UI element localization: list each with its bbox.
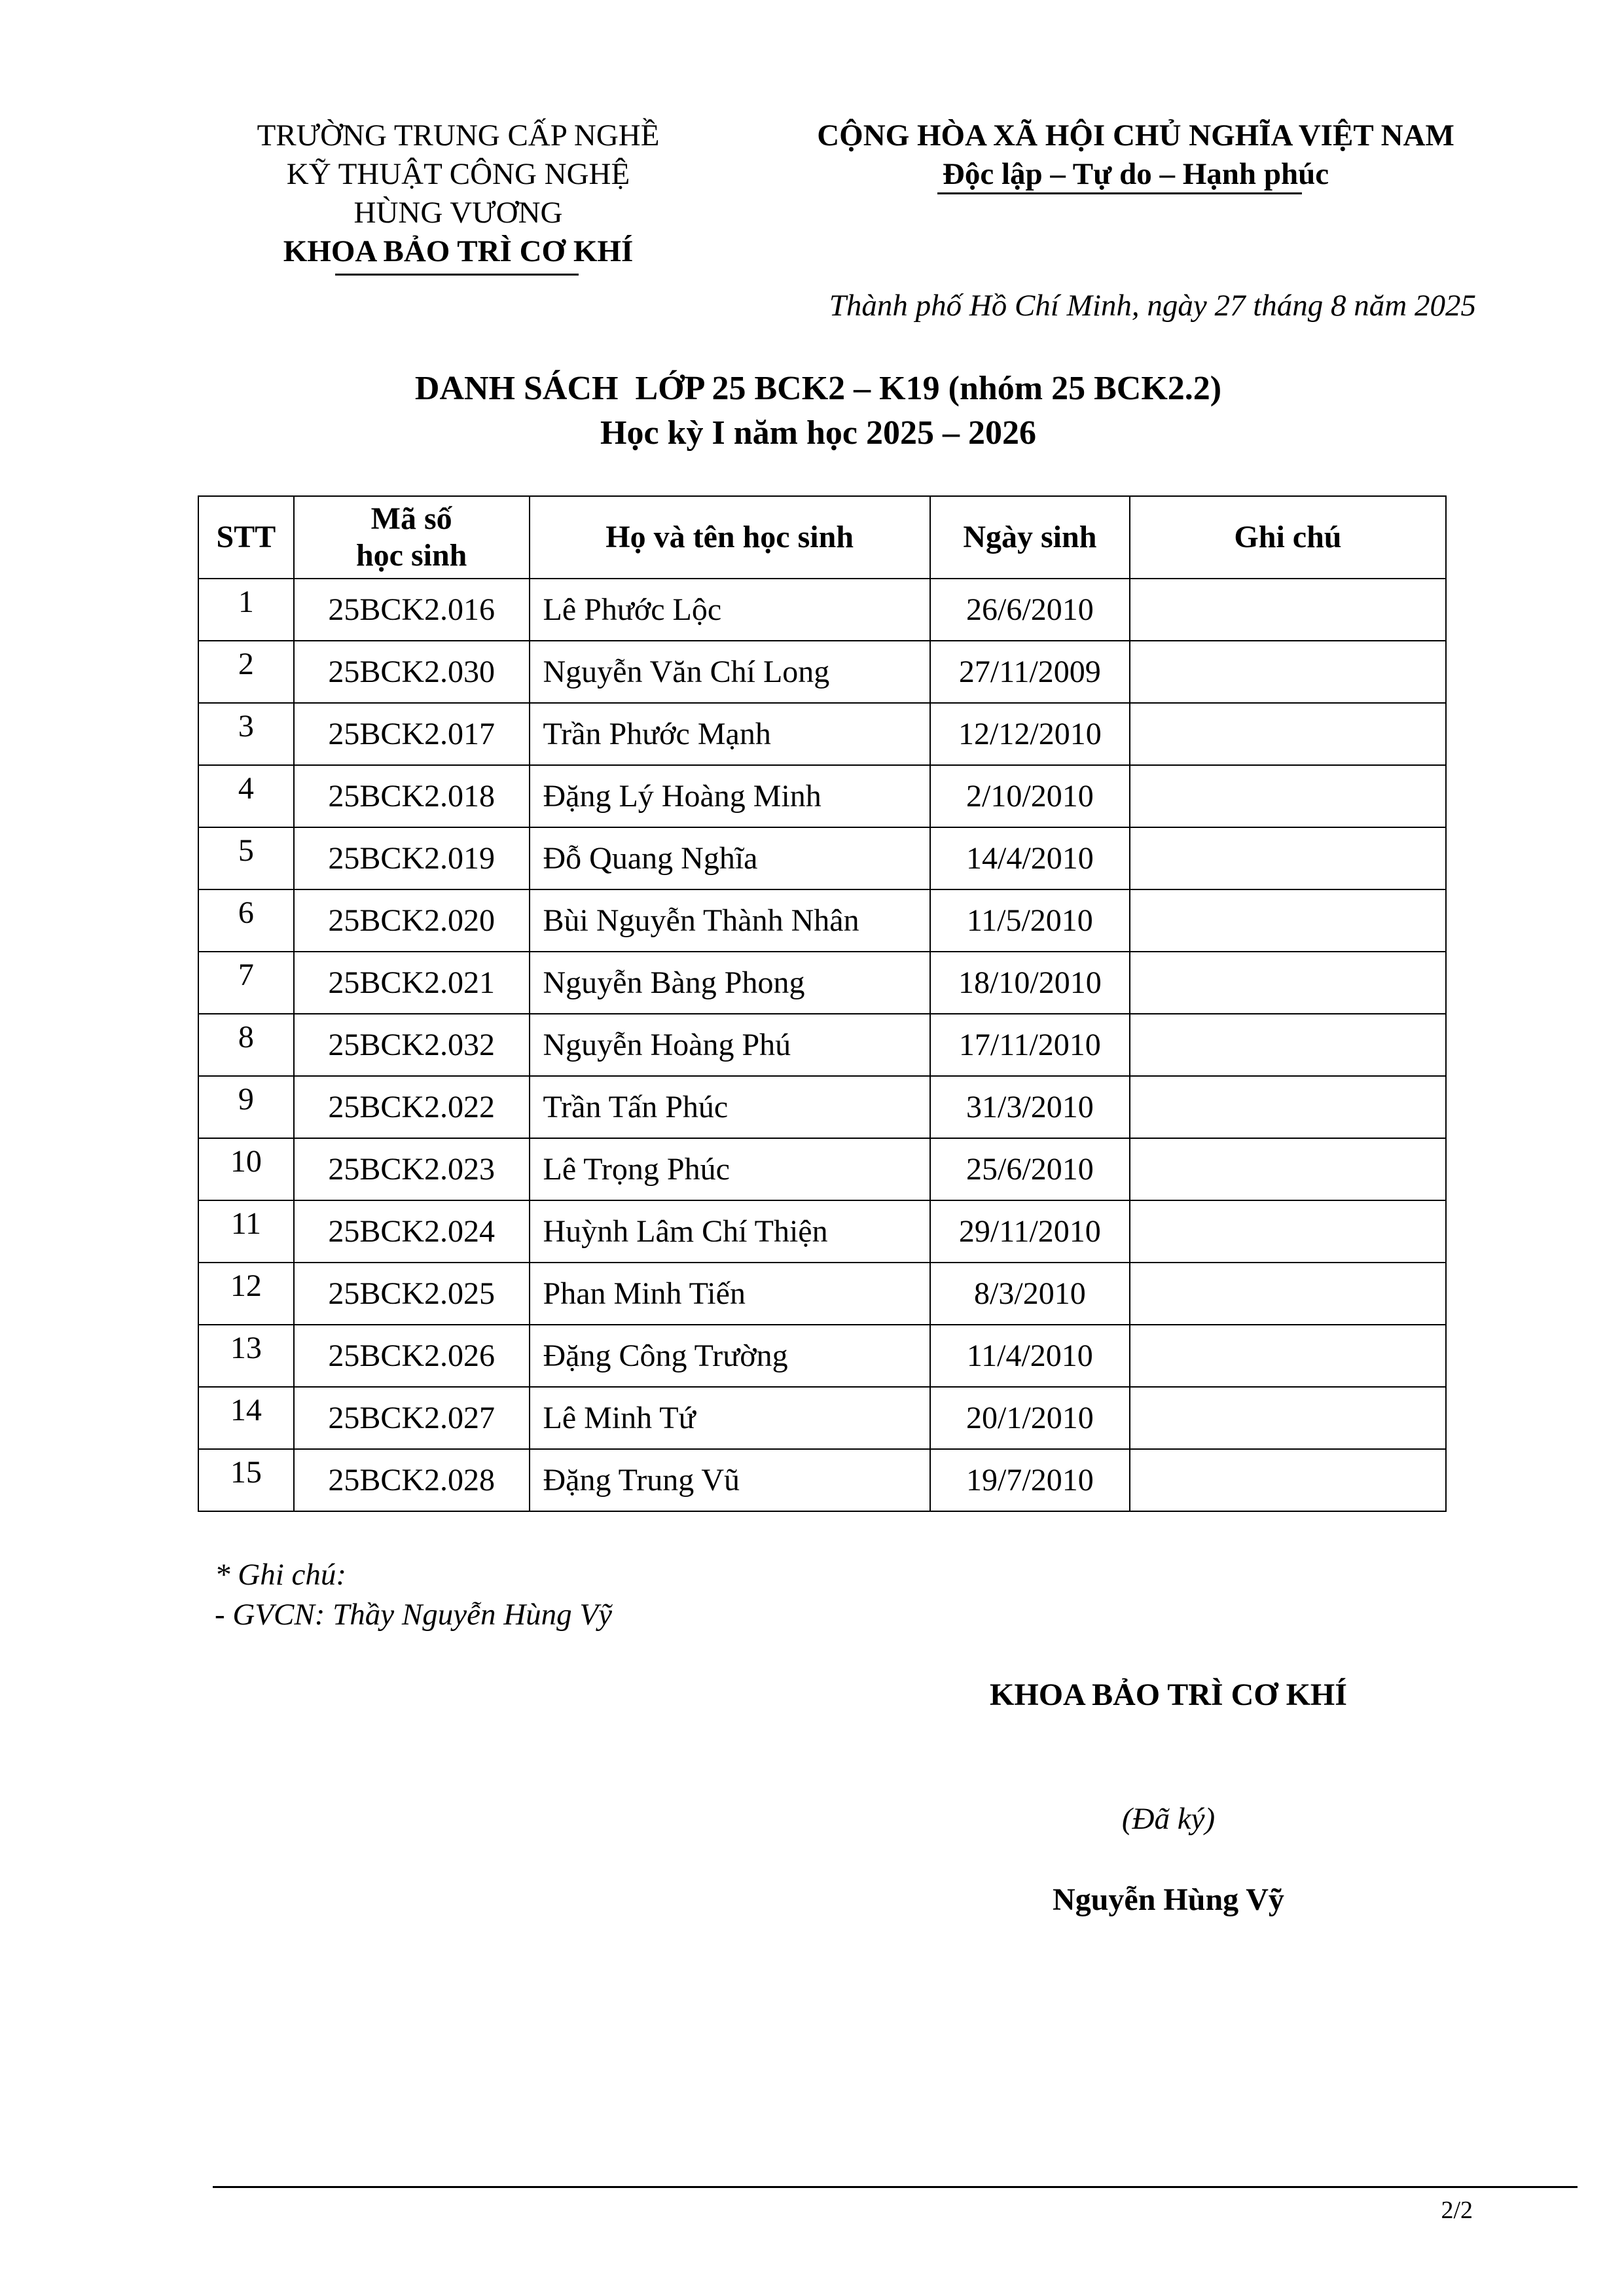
cell-stt: 12	[198, 1263, 294, 1325]
cell-student-code: 25BCK2.023	[294, 1138, 530, 1200]
cell-student-code: 25BCK2.025	[294, 1263, 530, 1325]
cell-student-code: 25BCK2.021	[294, 952, 530, 1014]
header-student-code	[294, 496, 530, 579]
cell-stt: 1	[198, 579, 294, 641]
cell-full-name: Lê Trọng Phúc	[530, 1138, 930, 1200]
header-birth-date: Ngày sinh	[930, 496, 1130, 579]
table-row	[198, 952, 1446, 1014]
table-row	[198, 1014, 1446, 1076]
document-title	[196, 367, 1440, 456]
cell-full-name: Phan Minh Tiến	[530, 1263, 930, 1325]
cell-student-code: 25BCK2.017	[294, 703, 530, 765]
cell-full-name: Nguyễn Hoàng Phú	[530, 1014, 930, 1076]
cell-note	[1130, 579, 1446, 641]
table-row	[198, 1076, 1446, 1138]
cell-note	[1130, 952, 1446, 1014]
cell-birth-date: 19/7/2010	[930, 1449, 1130, 1511]
cell-stt: 8	[198, 1014, 294, 1076]
cell-full-name: Lê Phước Lộc	[530, 579, 930, 641]
national-motto: Độc lập – Tự do – Hạnh phúc	[942, 157, 1329, 191]
cell-stt: 2	[198, 641, 294, 703]
page-number: 2/2	[1441, 2197, 1473, 2224]
cell-stt: 10	[198, 1138, 294, 1200]
school-name-line1: TRƯỜNG TRUNG CẤP NGHỀ	[257, 118, 660, 152]
cell-student-code: 25BCK2.016	[294, 579, 530, 641]
cell-birth-date: 25/6/2010	[930, 1138, 1130, 1200]
cell-student-code: 25BCK2.019	[294, 827, 530, 889]
notes-heading: * Ghi chú:	[215, 1558, 347, 1592]
school-name-line2: KỸ THUẬT CÔNG NGHỆ	[286, 157, 630, 191]
cell-birth-date: 26/6/2010	[930, 579, 1130, 641]
header-full-name: Họ và tên học sinh	[530, 496, 930, 579]
cell-note	[1130, 827, 1446, 889]
header-stt: STT	[198, 496, 294, 579]
cell-birth-date: 20/1/2010	[930, 1387, 1130, 1449]
cell-full-name: Đặng Công Trường	[530, 1325, 930, 1387]
cell-student-code: 25BCK2.024	[294, 1200, 530, 1263]
school-name-line3: HÙNG VƯƠNG	[353, 196, 563, 230]
cell-stt: 5	[198, 827, 294, 889]
table-row	[198, 1325, 1446, 1387]
table-row	[198, 641, 1446, 703]
cell-student-code: 25BCK2.032	[294, 1014, 530, 1076]
cell-stt: 11	[198, 1200, 294, 1263]
cell-note	[1130, 1325, 1446, 1387]
cell-student-code: 25BCK2.027	[294, 1387, 530, 1449]
table-row	[198, 1387, 1446, 1449]
cell-stt: 13	[198, 1325, 294, 1387]
cell-birth-date: 11/5/2010	[930, 889, 1130, 952]
cell-note	[1130, 765, 1446, 827]
cell-note	[1130, 703, 1446, 765]
cell-full-name: Nguyễn Bàng Phong	[530, 952, 930, 1014]
national-name: CỘNG HÒA XÃ HỘI CHỦ NGHĨA VIỆT NAM	[817, 118, 1454, 152]
header-note: Ghi chú	[1130, 496, 1446, 579]
cell-student-code: 25BCK2.018	[294, 765, 530, 827]
cell-stt: 3	[198, 703, 294, 765]
student-roster-table	[198, 495, 1447, 1512]
cell-birth-date: 17/11/2010	[930, 1014, 1130, 1076]
cell-stt: 9	[198, 1076, 294, 1138]
title-line1: DANH SÁCH LỚP 25 BCK2 – K19 (nhóm 25 BCK2.2)	[414, 370, 1222, 407]
table-row	[198, 1449, 1446, 1511]
cell-note	[1130, 1449, 1446, 1511]
cell-student-code: 25BCK2.026	[294, 1325, 530, 1387]
cell-note	[1130, 1387, 1446, 1449]
notes-homeroom-teacher: - GVCN: Thầy Nguyễn Hùng Vỹ	[215, 1598, 612, 1632]
cell-note	[1130, 1076, 1446, 1138]
school-header	[216, 117, 700, 271]
table-row	[198, 827, 1446, 889]
cell-note	[1130, 1014, 1446, 1076]
cell-birth-date: 14/4/2010	[930, 827, 1130, 889]
department-name: KHOA BẢO TRÌ CƠ KHÍ	[283, 234, 634, 268]
cell-stt: 15	[198, 1449, 294, 1511]
cell-birth-date: 2/10/2010	[930, 765, 1130, 827]
cell-note	[1130, 889, 1446, 952]
date-line: Thành phố Hồ Chí Minh, ngày 27 tháng 8 năm 2025	[829, 289, 1476, 323]
signature-name: Nguyễn Hùng Vỹ	[1053, 1882, 1284, 1917]
cell-note	[1130, 1200, 1446, 1263]
cell-birth-date: 31/3/2010	[930, 1076, 1130, 1138]
national-header	[766, 117, 1506, 194]
table-body	[198, 579, 1446, 1511]
notes-section	[215, 1555, 612, 1635]
table-row	[198, 1138, 1446, 1200]
header-code-line2: học sinh	[355, 538, 467, 573]
cell-birth-date: 27/11/2009	[930, 641, 1130, 703]
cell-note	[1130, 1138, 1446, 1200]
cell-full-name: Nguyễn Văn Chí Long	[530, 641, 930, 703]
cell-note	[1130, 641, 1446, 703]
cell-full-name: Lê Minh Tứ	[530, 1387, 930, 1449]
cell-stt: 7	[198, 952, 294, 1014]
cell-stt: 4	[198, 765, 294, 827]
cell-full-name: Đặng Trung Vũ	[530, 1449, 930, 1511]
cell-birth-date: 8/3/2010	[930, 1263, 1130, 1325]
table-row	[198, 703, 1446, 765]
table-row	[198, 1263, 1446, 1325]
cell-stt: 14	[198, 1387, 294, 1449]
cell-birth-date: 29/11/2010	[930, 1200, 1130, 1263]
header-code-line1: Mã số	[370, 501, 452, 536]
cell-full-name: Đỗ Quang Nghĩa	[530, 827, 930, 889]
cell-birth-date: 12/12/2010	[930, 703, 1130, 765]
cell-student-code: 25BCK2.020	[294, 889, 530, 952]
title-line2: Học kỳ I năm học 2025 – 2026	[600, 414, 1036, 452]
cell-full-name: Bùi Nguyễn Thành Nhân	[530, 889, 930, 952]
table-header-row	[198, 496, 1446, 579]
cell-full-name: Trần Phước Mạnh	[530, 703, 930, 765]
cell-birth-date: 11/4/2010	[930, 1325, 1130, 1387]
table-row	[198, 579, 1446, 641]
cell-full-name: Trần Tấn Phúc	[530, 1076, 930, 1138]
cell-full-name: Huỳnh Lâm Chí Thiện	[530, 1200, 930, 1263]
footer-divider	[213, 2186, 1578, 2188]
department-underline	[335, 274, 579, 276]
cell-student-code: 25BCK2.028	[294, 1449, 530, 1511]
table-row	[198, 1200, 1446, 1263]
motto-underline	[937, 192, 1302, 194]
signature-status: (Đã ký)	[1121, 1802, 1216, 1836]
cell-full-name: Đặng Lý Hoàng Minh	[530, 765, 930, 827]
cell-student-code: 25BCK2.022	[294, 1076, 530, 1138]
cell-student-code: 25BCK2.030	[294, 641, 530, 703]
signature-organization: KHOA BẢO TRÌ CƠ KHÍ	[990, 1677, 1347, 1712]
cell-note	[1130, 1263, 1446, 1325]
cell-stt: 6	[198, 889, 294, 952]
cell-birth-date: 18/10/2010	[930, 952, 1130, 1014]
table-row	[198, 765, 1446, 827]
table-row	[198, 889, 1446, 952]
